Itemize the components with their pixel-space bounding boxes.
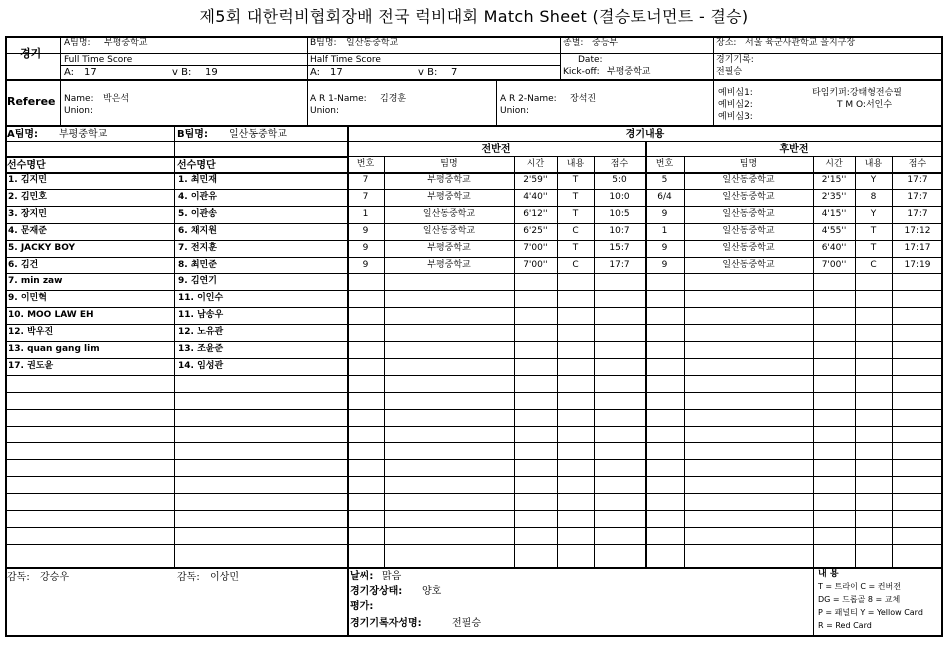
roster-a-player: 6. 김건 [8, 260, 39, 270]
half-score-a: 17 [330, 67, 343, 78]
first-half-score-cell: 10:7 [609, 226, 630, 236]
second-half-team-cell: 일산동중학교 [722, 226, 775, 236]
first-half-time-cell: 7'00'' [523, 243, 548, 253]
ar1-name: 김경훈 [380, 94, 407, 104]
second-half-score-cell: 17:12 [904, 226, 931, 236]
second-half-score-cell: 17:7 [907, 192, 928, 202]
first-half-type-cell: T [572, 192, 579, 202]
first-half-time-cell: 6'25'' [523, 226, 548, 236]
first-half-type-cell: T [572, 243, 579, 253]
record-label: 경기기록: [716, 55, 754, 65]
second-half-no-cell: 6/4 [657, 192, 672, 202]
legend-line-1: T = 트라이 C = 컨버젼 [818, 582, 901, 591]
team-a-name: 부평중학교 [104, 38, 148, 48]
first-half-type-cell: T [572, 209, 579, 219]
ar1-label: A R 1-Name: [310, 94, 367, 104]
half-time-label: Half Time Score [310, 55, 381, 65]
roster-b-player: 6. 채지원 [178, 226, 217, 236]
second-half-type-cell: T [870, 226, 877, 236]
first-half-label: 전반전 [481, 144, 511, 155]
roster-a-team-label: A팀명: [7, 129, 39, 140]
second-half-team-cell: 일산동중학교 [722, 209, 775, 219]
first-half-no-cell: 7 [362, 192, 369, 202]
second-half-label: 후반전 [779, 144, 809, 155]
col-team-2: 팀명 [739, 159, 758, 169]
coach-a-label: 감독: [7, 572, 30, 583]
second-half-no-cell: 9 [661, 260, 668, 270]
roster-b-player: 13. 조윤준 [178, 344, 224, 354]
coach-b-name: 이상민 [210, 572, 239, 583]
col-time-2: 시간 [825, 159, 843, 169]
first-half-no-cell: 9 [362, 243, 369, 253]
legend-line-4: R = Red Card [818, 621, 872, 630]
first-half-score-cell: 17:7 [609, 260, 630, 270]
second-half-time-cell: 2'35'' [821, 192, 847, 202]
eval-label: 평가: [350, 601, 374, 612]
category-value: 중등부 [592, 38, 619, 48]
roster-a-header: 선수명단 [7, 160, 46, 171]
second-half-no-cell: 9 [661, 243, 668, 253]
roster-a-player: 4. 문재준 [8, 226, 47, 236]
col-no-2: 번호 [655, 159, 674, 169]
team-a-label: A팀명: [64, 38, 91, 48]
reserve-1-label: 예비심1: [718, 88, 753, 98]
second-half-score-cell: 17:17 [904, 243, 931, 253]
first-half-team-cell: 부평중학교 [427, 175, 471, 185]
roster-b-player: 14. 임성관 [178, 361, 224, 371]
venue-label: 장소: [716, 38, 737, 48]
first-half-score-cell: 5:0 [612, 175, 627, 185]
second-half-time-cell: 4'55'' [821, 226, 847, 236]
col-time-1: 시간 [526, 159, 545, 169]
second-half-team-cell: 일산동중학교 [722, 243, 775, 253]
roster-b-player: 9. 김연기 [178, 276, 217, 286]
first-half-score-cell: 10:5 [609, 209, 630, 219]
roster-a-player: 17. 권도윤 [8, 361, 54, 371]
kickoff-label: Kick-off: [563, 67, 600, 77]
weather-value: 맑음 [382, 571, 402, 582]
col-type-2: 내용 [864, 159, 883, 169]
roster-b-player: 11. 남송우 [178, 310, 224, 320]
referee-label: Referee [7, 95, 56, 108]
roster-b-header: 선수명단 [177, 160, 216, 171]
roster-a-team-name: 부평중학교 [59, 129, 108, 140]
first-half-team-cell: 일산동중학교 [422, 209, 476, 219]
first-half-score-cell: 10:0 [609, 192, 630, 202]
roster-a-player: 12. 박우진 [8, 327, 54, 337]
game-label: 경기 [20, 47, 42, 60]
full-b-label: v B: [172, 67, 192, 78]
roster-b-player: 5. 이관송 [178, 209, 217, 219]
first-half-team-cell: 부평중학교 [427, 243, 471, 253]
first-half-no-cell: 7 [362, 175, 369, 185]
legend-line-3: P = 패널티 Y = Yellow Card [818, 608, 923, 617]
first-half-team-cell: 일산동중학교 [422, 226, 476, 236]
reserve-2-label: 예비심2: [718, 100, 753, 110]
roster-b-team-label: B팀명: [177, 129, 208, 140]
recorder-name: 전필승 [452, 618, 481, 629]
roster-b-player: 11. 이인수 [178, 293, 224, 303]
col-type-1: 내용 [566, 159, 585, 169]
second-half-no-cell: 9 [661, 209, 668, 219]
referee-name-label: Name: [64, 94, 94, 104]
second-half-type-cell: 8 [870, 192, 877, 202]
events-section-label: 경기내용 [625, 129, 665, 140]
coach-b-label: 감독: [177, 572, 200, 583]
legend-title: 내 용 [818, 569, 839, 579]
date-label: Date: [578, 55, 603, 65]
second-half-team-cell: 일산동중학교 [722, 192, 775, 202]
recorder-label: 경기기록자성명: [350, 618, 422, 629]
first-half-team-cell: 부평중학교 [427, 192, 471, 202]
first-half-score-cell: 15:7 [609, 243, 630, 253]
first-half-no-cell: 9 [362, 260, 369, 270]
half-a-label: A: [310, 67, 321, 78]
page-title: 제5회 대한럭비협회장배 전국 럭비대회 Match Sheet (결승토너먼트 - 결승) [199, 7, 749, 26]
roster-b-player: 8. 최민준 [178, 260, 217, 270]
roster-b-player: 7. 전지훈 [178, 243, 217, 253]
roster-a-player: 1. 김지민 [8, 175, 47, 185]
second-half-score-cell: 17:7 [907, 175, 928, 185]
second-half-score-cell: 17:7 [907, 209, 928, 219]
second-half-no-cell: 5 [661, 175, 668, 185]
ar2-name: 장석진 [570, 94, 597, 104]
reserve-3-label: 예비심3: [718, 112, 753, 122]
kickoff-value: 부평중학교 [607, 67, 651, 77]
roster-a-player: 10. MOO LAW EH [8, 310, 94, 320]
full-a-label: A: [64, 67, 75, 78]
col-score-1: 점수 [610, 159, 629, 169]
field-value: 양호 [422, 586, 442, 597]
referee-name: 박은석 [103, 94, 130, 104]
first-half-time-cell: 2'59'' [523, 175, 548, 185]
second-half-time-cell: 4'15'' [821, 209, 847, 219]
first-half-type-cell: C [572, 226, 579, 236]
second-half-type-cell: C [870, 260, 877, 270]
field-label: 경기장상태: [350, 586, 403, 597]
roster-b-player: 12. 노유관 [178, 327, 224, 337]
legend-line-2: DG = 드롭골 8 = 교체 [818, 595, 901, 604]
half-score-b: 7 [451, 67, 458, 78]
ar1-union-label: Union: [310, 106, 340, 116]
first-half-type-cell: C [572, 260, 579, 270]
second-half-type-cell: Y [870, 209, 877, 219]
record-value: 전필승 [716, 67, 743, 77]
second-half-time-cell: 7'00'' [821, 260, 847, 270]
roster-a-player: 7. min zaw [8, 276, 63, 286]
second-half-time-cell: 6'40'' [821, 243, 847, 253]
full-time-label: Full Time Score [64, 55, 133, 65]
roster-b-team-name: 일산동중학교 [229, 129, 287, 140]
team-b-label: B팀명: [310, 38, 337, 48]
second-half-type-cell: T [870, 243, 877, 253]
second-half-type-cell: Y [870, 175, 877, 185]
full-score-b: 19 [205, 67, 218, 78]
first-half-type-cell: T [572, 175, 579, 185]
roster-a-player: 3. 장지민 [8, 209, 47, 219]
second-half-no-cell: 1 [661, 226, 668, 236]
roster-a-player: 9. 이민혁 [8, 293, 47, 303]
coach-a-name: 강승우 [40, 572, 69, 583]
ar2-label: A R 2-Name: [500, 94, 557, 104]
first-half-no-cell: 9 [362, 226, 369, 236]
first-half-time-cell: 6'12'' [523, 209, 548, 219]
weather-label: 날씨: [350, 571, 374, 582]
timekeeper-value: 타임키퍼:강태형전승필 [812, 88, 902, 98]
first-half-time-cell: 7'00'' [523, 260, 548, 270]
first-half-time-cell: 4'40'' [523, 192, 548, 202]
roster-a-player: 13. quan gang lim [8, 344, 100, 354]
tmo-value: T M O:서인수 [837, 100, 893, 110]
second-half-team-cell: 일산동중학교 [722, 175, 775, 185]
referee-union-label: Union: [64, 106, 94, 116]
first-half-no-cell: 1 [362, 209, 369, 219]
second-half-team-cell: 일산동중학교 [722, 260, 775, 270]
venue-value: 서울 육군사관학교 을지구장 [745, 38, 856, 48]
roster-b-player: 1. 최민재 [178, 175, 217, 185]
roster-b-player: 4. 이관유 [178, 192, 217, 202]
ar2-union-label: Union: [500, 106, 530, 116]
full-score-a: 17 [84, 67, 97, 78]
half-b-label: v B: [418, 67, 438, 78]
col-team-1: 팀명 [440, 159, 458, 169]
category-label: 종별: [563, 38, 584, 48]
team-b-name: 일산동중학교 [346, 38, 399, 48]
col-no-1: 번호 [356, 159, 375, 169]
roster-a-player: 5. JACKY BOY [8, 243, 76, 253]
roster-a-player: 2. 김민호 [8, 192, 47, 202]
first-half-team-cell: 부평중학교 [427, 260, 471, 270]
col-score-2: 점수 [908, 159, 927, 169]
second-half-time-cell: 2'15'' [821, 175, 847, 185]
second-half-score-cell: 17:19 [904, 260, 931, 270]
